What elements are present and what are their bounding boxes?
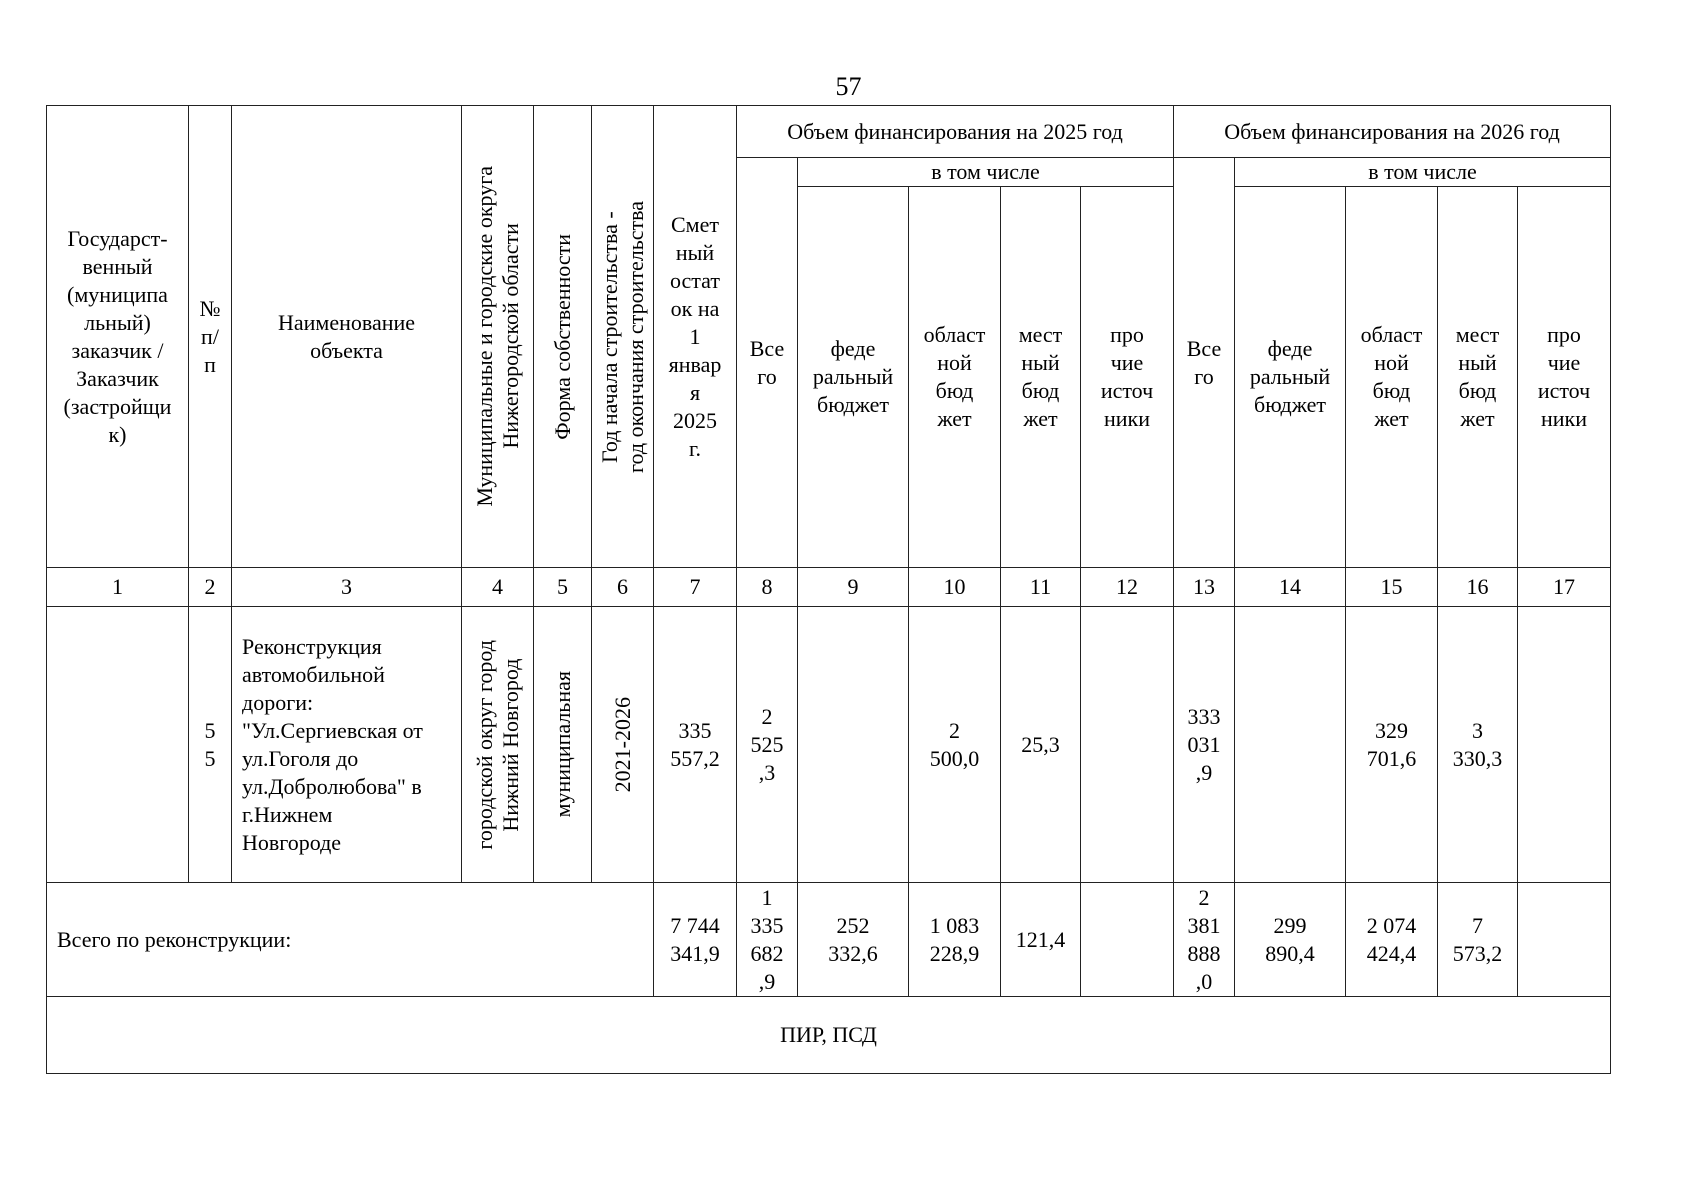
section-row: [47, 997, 1611, 1074]
header-other-2025: про чие источ ники: [1081, 187, 1174, 568]
header-municipality: [462, 106, 534, 568]
total-federal-2025: 252 332,6: [798, 883, 909, 997]
header-local-2026: мест ный бюд жет: [1438, 187, 1518, 568]
header-municipality-text: Муниципальные и городские округа Нижегородской области: [471, 166, 523, 507]
row-local-2025: 25,3: [1001, 607, 1081, 883]
column-number: 6: [592, 568, 654, 607]
column-number: 8: [737, 568, 798, 607]
column-number: 17: [1518, 568, 1611, 607]
row-municipality-text: городской округ город Нижний Новгород: [471, 639, 523, 850]
header-total-2026: Все го: [1174, 158, 1235, 568]
column-number: 16: [1438, 568, 1518, 607]
financing-table: [46, 105, 1611, 1074]
row-number: 5 5: [189, 607, 232, 883]
header-total-2025: Все го: [737, 158, 798, 568]
row-federal-2026: [1235, 607, 1346, 883]
row-total-2026: 333 031 ,9: [1174, 607, 1235, 883]
column-number: 13: [1174, 568, 1235, 607]
column-number: 1: [47, 568, 189, 607]
column-number: 9: [798, 568, 909, 607]
column-number: 3: [232, 568, 462, 607]
header-local-2025: мест ный бюд жет: [1001, 187, 1081, 568]
total-total-2026: 2 381 888 ,0: [1174, 883, 1235, 997]
header-ownership-text: Форма собственности: [549, 233, 575, 440]
header-customer: Государст- венный (муниципа льный) заказчик / Заказчик (застройщи к): [47, 106, 189, 568]
header-funding-2025: Объем финансирования на 2025 год: [737, 106, 1174, 158]
row-other-2026: [1518, 607, 1611, 883]
column-number: 2: [189, 568, 232, 607]
row-other-2025: [1081, 607, 1174, 883]
header-federal-2025: феде ральный бюджет: [798, 187, 909, 568]
total-other-2025: [1081, 883, 1174, 997]
total-other-2026: [1518, 883, 1611, 997]
header-federal-2026: феде ральный бюджет: [1235, 187, 1346, 568]
header-ownership: [534, 106, 592, 568]
header-regional-2026: област ной бюд жет: [1346, 187, 1438, 568]
column-number: 11: [1001, 568, 1081, 607]
row-total-2025: 2 525 ,3: [737, 607, 798, 883]
total-local-2025: 121,4: [1001, 883, 1081, 997]
column-numbers-row: [47, 568, 1611, 607]
page-number: 57: [835, 72, 862, 101]
row-ownership: [534, 607, 592, 883]
column-number: 7: [654, 568, 737, 607]
row-municipality: [462, 607, 534, 883]
header-row-1: [47, 106, 1611, 158]
total-row: [47, 883, 1611, 997]
row-object-name: Реконструкция автомобильной дороги: "Ул.Сергиевская от ул.Гоголя до ул.Добролюбова" в г.Нижнем Новгороде: [232, 607, 462, 883]
row-years-text: 2021-2026: [609, 696, 635, 793]
total-federal-2026: 299 890,4: [1235, 883, 1346, 997]
row-regional-2025: 2 500,0: [909, 607, 1001, 883]
row-customer: [47, 607, 189, 883]
section-label: ПИР, ПСД: [47, 997, 1611, 1074]
total-total-2025: 1 335 682 ,9: [737, 883, 798, 997]
header-estimate-balance: Смет ный остат ок на 1 январ я 2025 г.: [654, 106, 737, 568]
total-label: Всего по реконструкции:: [47, 883, 654, 997]
row-local-2026: 3 330,3: [1438, 607, 1518, 883]
row-regional-2026: 329 701,6: [1346, 607, 1438, 883]
header-object-name: Наименование объекта: [232, 106, 462, 568]
column-number: 10: [909, 568, 1001, 607]
column-number: 12: [1081, 568, 1174, 607]
header-funding-2026: Объем финансирования на 2026 год: [1174, 106, 1611, 158]
header-including-2025: в том числе: [798, 158, 1174, 187]
table-row: [47, 607, 1611, 883]
row-ownership-text: муниципальная: [549, 671, 575, 818]
row-years: [592, 607, 654, 883]
header-including-2026: в том числе: [1235, 158, 1611, 187]
header-regional-2025: област ной бюд жет: [909, 187, 1001, 568]
header-number: № п/ п: [189, 106, 232, 568]
header-years: [592, 106, 654, 568]
row-estimate-balance: 335 557,2: [654, 607, 737, 883]
total-regional-2025: 1 083 228,9: [909, 883, 1001, 997]
row-federal-2025: [798, 607, 909, 883]
column-number: 14: [1235, 568, 1346, 607]
column-number: 5: [534, 568, 592, 607]
header-other-2026: про чие источ ники: [1518, 187, 1611, 568]
total-regional-2026: 2 074 424,4: [1346, 883, 1438, 997]
total-local-2026: 7 573,2: [1438, 883, 1518, 997]
header-years-text: Год начала строительства - год окончания строительства: [596, 200, 648, 473]
column-number: 15: [1346, 568, 1438, 607]
column-number: 4: [462, 568, 534, 607]
total-estimate-balance: 7 744 341,9: [654, 883, 737, 997]
